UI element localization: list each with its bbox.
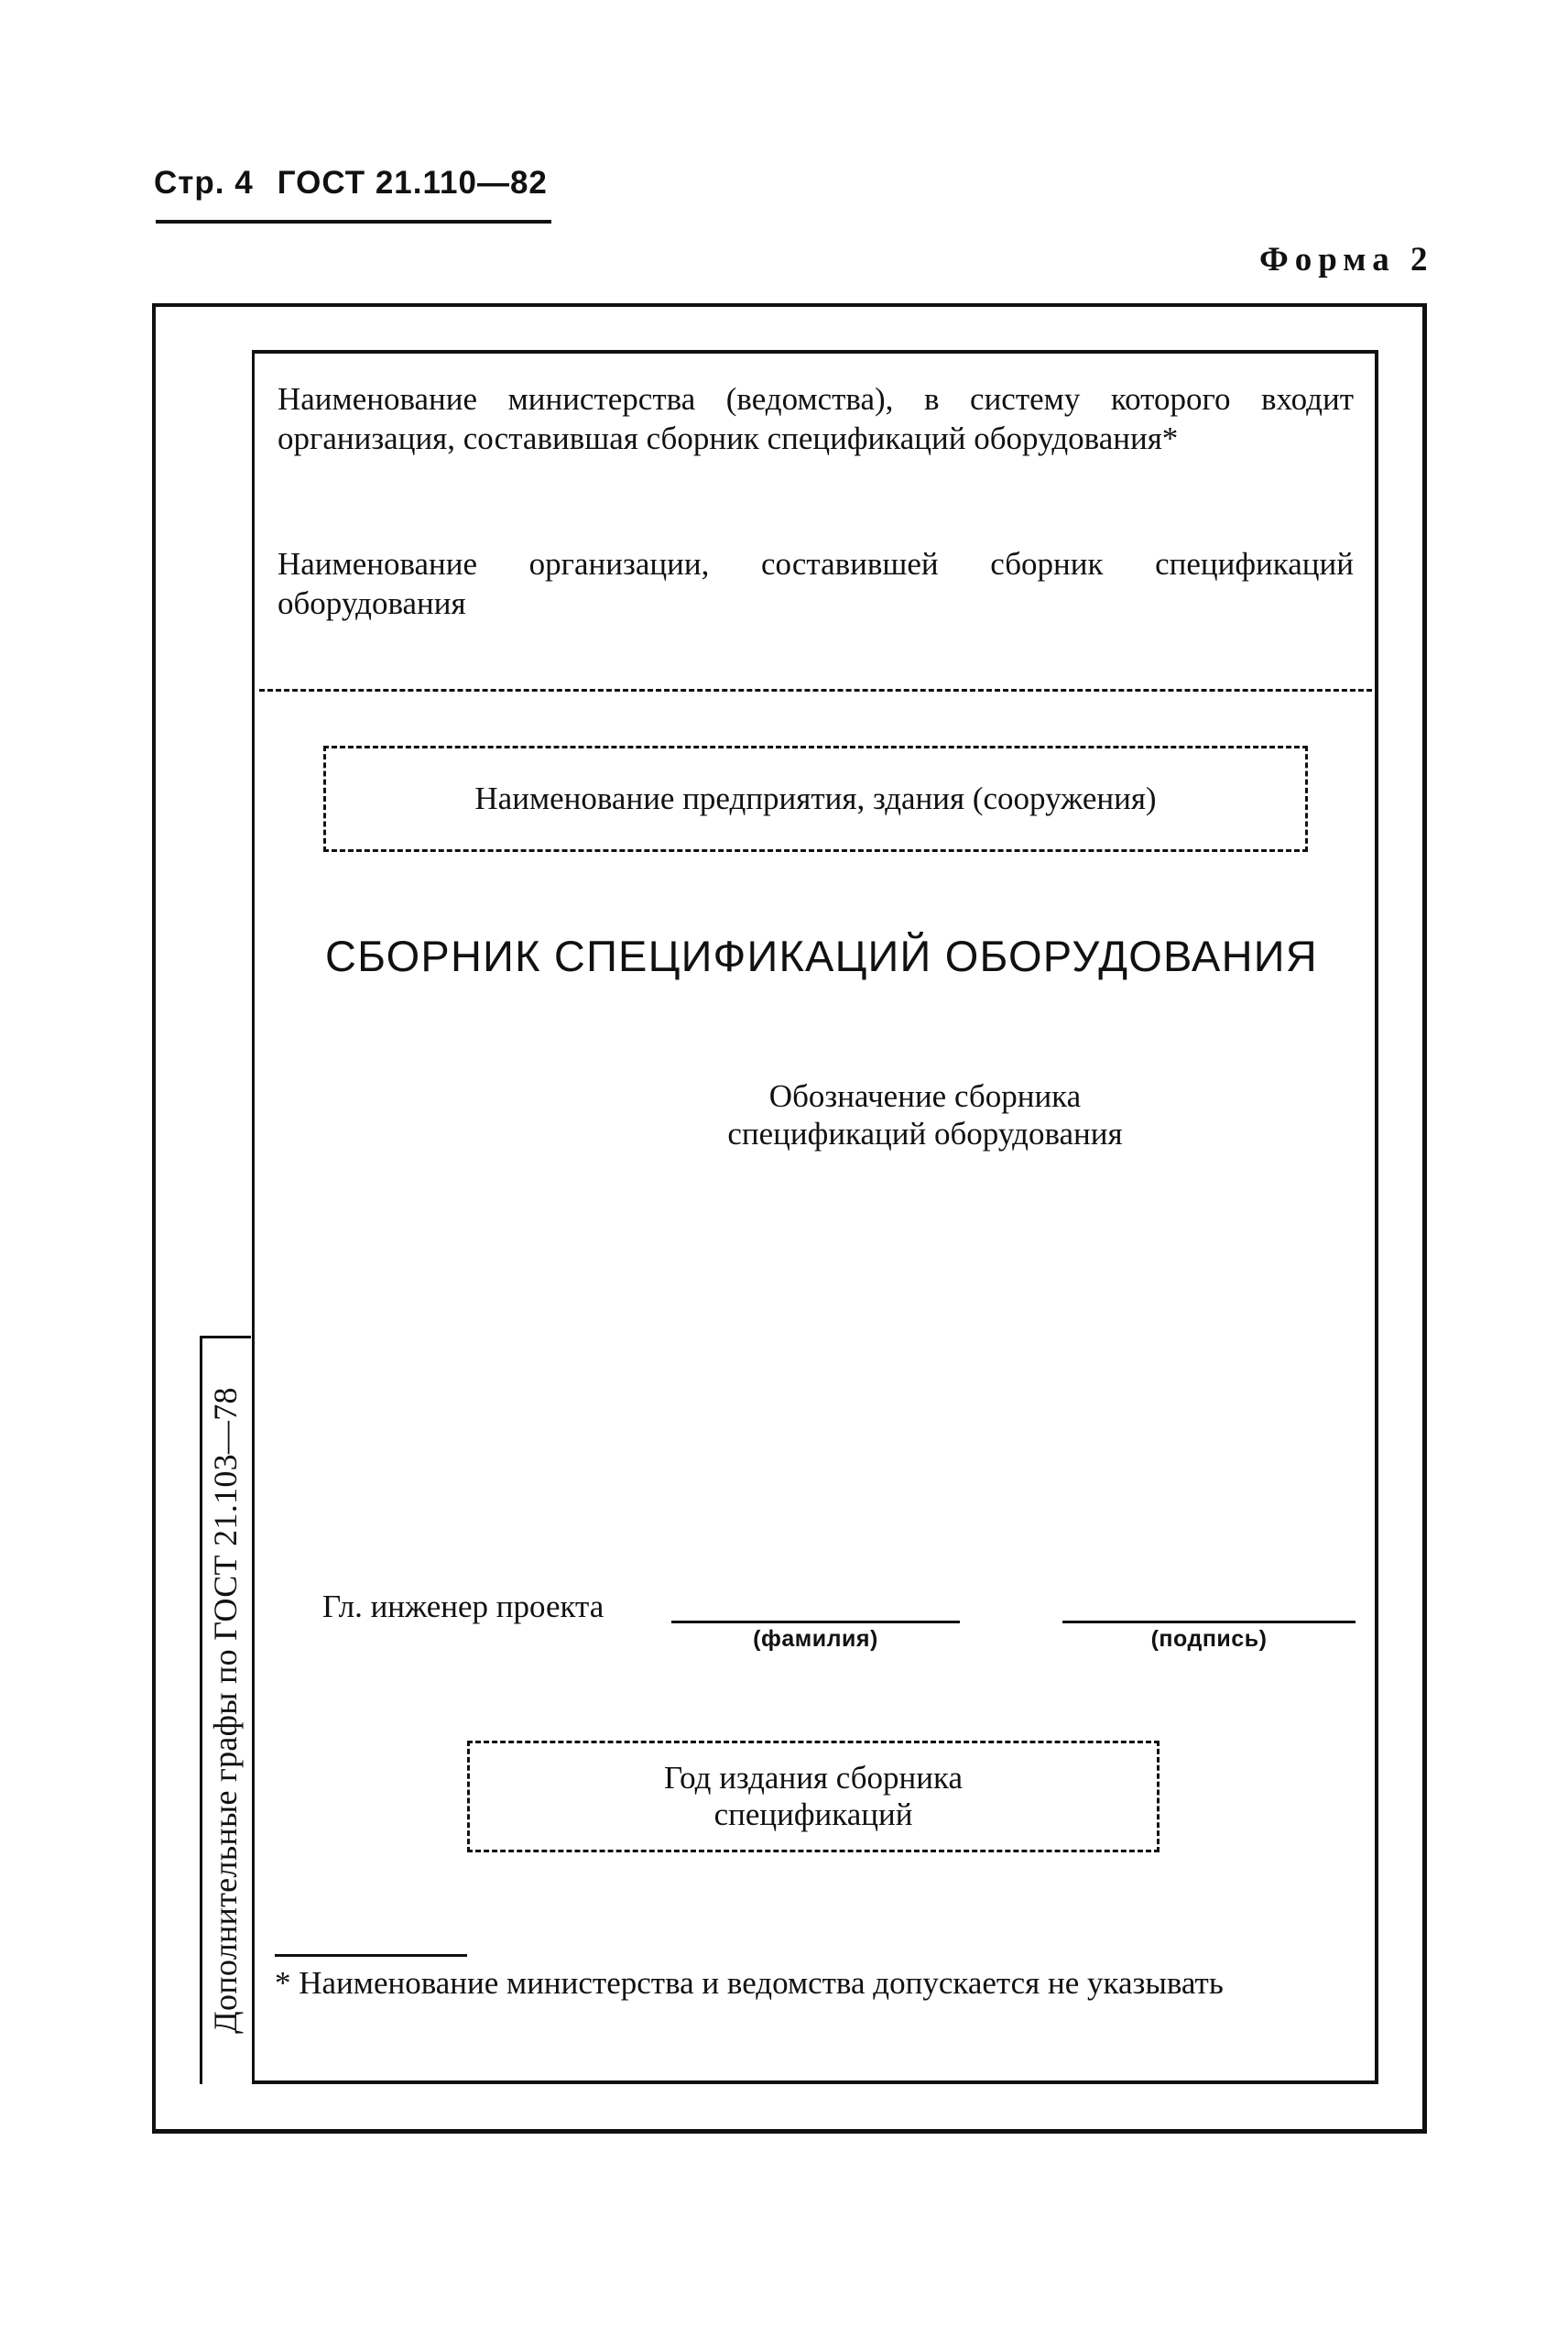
organization-name-field: Наименование организации, составившей сборник спецификаций оборудования bbox=[278, 546, 1354, 621]
surname-caption: (фамилия) bbox=[753, 1626, 878, 1652]
page-header bbox=[154, 165, 548, 202]
standard-code: ГОСТ 21.110—82 bbox=[277, 165, 548, 201]
signature-line bbox=[1062, 1621, 1356, 1623]
chief-engineer-label: Гл. инженер проекта bbox=[322, 1589, 604, 1624]
ministry-name-field: Наименование министерства (ведомства), в систему которого входит организация, составившая сборник спецификаций оборудования* bbox=[278, 381, 1354, 456]
collection-designation bbox=[641, 1077, 1209, 1153]
year-line-2: спецификаций bbox=[713, 1796, 913, 1832]
footnote-rule bbox=[275, 1954, 467, 1957]
document-title: СБОРНИК СПЕЦИФИКАЦИЙ ОБОРУДОВАНИЯ bbox=[325, 932, 1318, 980]
publication-year-box bbox=[467, 1741, 1160, 1852]
header-underline bbox=[156, 220, 551, 224]
page-number: Стр. 4 bbox=[154, 165, 254, 201]
surname-line bbox=[671, 1621, 960, 1623]
form-label: Форма 2 bbox=[1259, 241, 1434, 278]
designation-line-2: спецификаций оборудования bbox=[727, 1116, 1123, 1152]
year-line-1: Год издания сборника bbox=[663, 1759, 964, 1796]
designation-line-1: Обозначение сборника bbox=[768, 1078, 1082, 1114]
enterprise-name-box bbox=[323, 746, 1308, 852]
enterprise-name-label: Наименование предприятия, здания (сооружения) bbox=[474, 780, 1157, 816]
signature-caption: (подпись) bbox=[1150, 1626, 1268, 1652]
footnote: * Наименование министерства и ведомства допускается не указывать bbox=[275, 1965, 1224, 2001]
cut-line bbox=[259, 689, 1372, 692]
additional-columns-label: Дополнительные графы по ГОСТ 21.103—78 bbox=[207, 1387, 244, 2034]
